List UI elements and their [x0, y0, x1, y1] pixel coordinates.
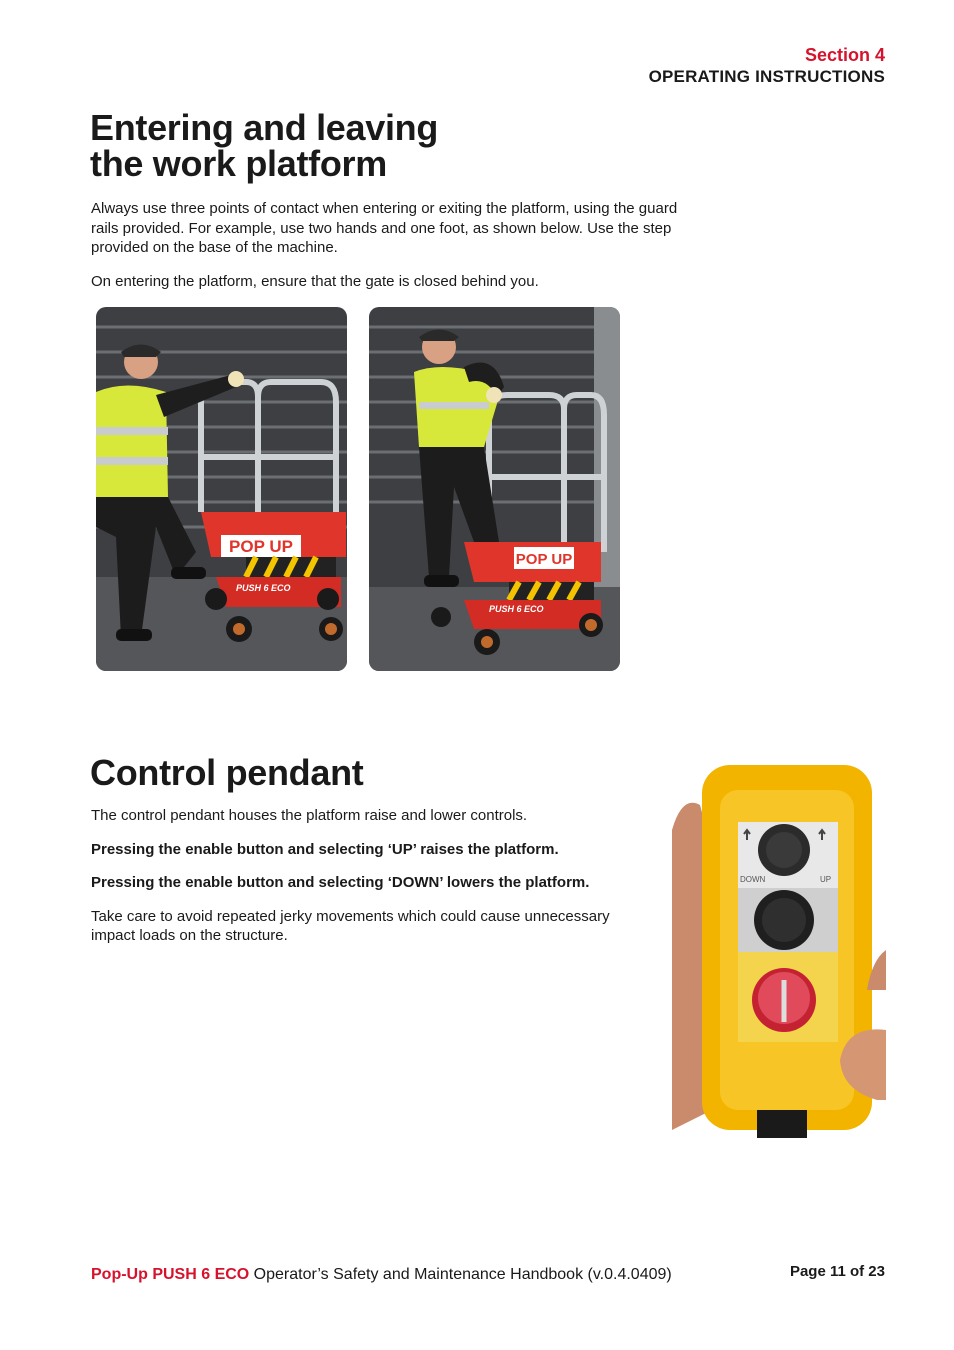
page-number: Page 11 of 23 [789, 1263, 885, 1280]
footer-text: Operator’s Safety and Maintenance Handbook (v.0.4.0409) [249, 1266, 672, 1283]
pendant-para-1: The control pendant houses the platform raise and lower controls. [91, 807, 528, 824]
photo-entering-platform [96, 307, 347, 671]
pendant-title: Control pendant [90, 752, 364, 793]
footer-title [91, 1265, 672, 1285]
photo-on-platform [369, 307, 620, 671]
section-header [649, 44, 885, 88]
machine-brand-label-1: POP UP [229, 537, 293, 556]
entering-title-line2: the work platform [90, 143, 387, 184]
control-pendant-image [672, 760, 886, 1138]
entering-body [91, 199, 691, 305]
entering-para-2: On entering the platform, ensure that the gate is closed behind you. [91, 272, 539, 290]
pendant-para-up: Pressing the enable button and selecting ‘UP’ raises the platform. [91, 840, 559, 858]
pendant-body [91, 806, 651, 960]
pendant-para-4: Take care to avoid repeated jerky movements which could cause unnecessary impact loads on the structure. [91, 907, 610, 944]
photo-on-platform-image [369, 307, 620, 671]
section-subtitle: OPERATING INSTRUCTIONS [648, 67, 885, 86]
pendant-para-down: Pressing the enable button and selecting ‘DOWN’ lowers the platform. [91, 874, 590, 891]
entering-title [90, 107, 439, 184]
entering-title-line1: Entering and leaving [90, 107, 439, 148]
machine-model-label-2: PUSH 6 ECO [489, 604, 544, 614]
photo-entering-image [96, 307, 347, 671]
footer-brand: Pop-Up PUSH 6 ECO [91, 1266, 250, 1283]
pendant-up-label: UP [820, 875, 832, 884]
pendant-down-label: DOWN [740, 875, 766, 884]
machine-brand-label-2: POP UP [515, 551, 573, 568]
machine-model-label-1: PUSH 6 ECO [236, 583, 291, 593]
section-number: Section 4 [804, 45, 885, 65]
control-pendant-photo [672, 760, 886, 1138]
entering-para-1: Always use three points of contact when entering or exiting the platform, using the guard rails provided. For example, use two hands and one foot, as shown below. Use the step provided on the base of the machine. [91, 200, 678, 256]
